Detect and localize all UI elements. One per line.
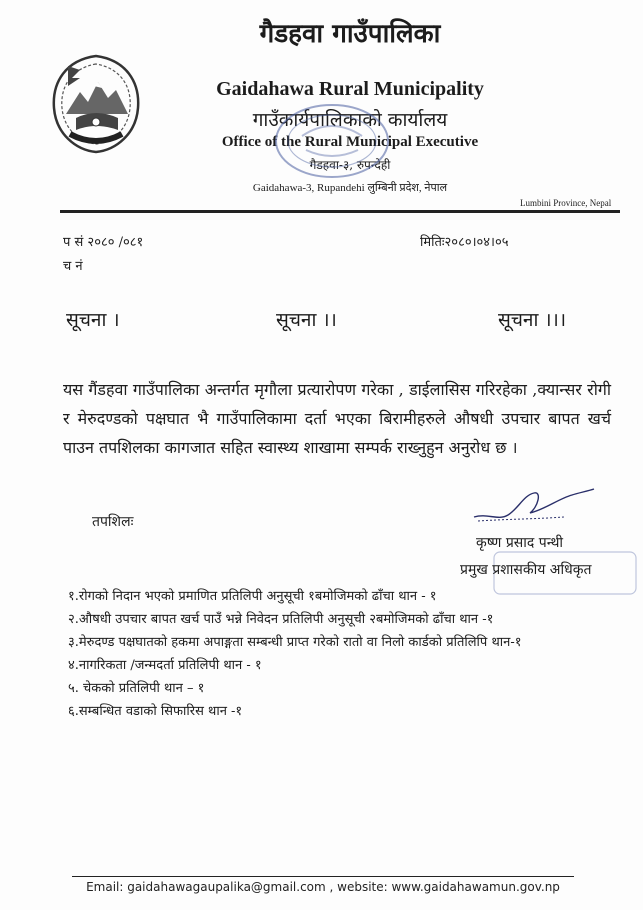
dispatch-number: च नं bbox=[63, 259, 83, 274]
municipality-title-np: गैडहवा गाउँपालिका bbox=[259, 19, 441, 49]
list-item: ४.नागरिकता /जन्मदर्ता प्रतिलिपी थान - १ bbox=[68, 658, 262, 673]
province-label: Lumbini Province, Nepal bbox=[520, 198, 612, 208]
notice-body: यस गैंडहवा गाउँपालिका अन्तर्गत मृगौला प्रत्यारोपण गरेका , डाईलासिस गरिरहेका ,क्यान्सर रोगी र मेरुदण्डको पक्षघात भै गाउँपालिकामा दर्ता भएका बिरामीहरुले औषधी उपचार बापत खर्च पाउन तपशिलका कागजात सहित स्वास्थ्य शाखामा सम्पर्क राख्नुहुन अनुरोध छ । bbox=[63, 380, 611, 457]
notice-heading-2: सूचना ।। bbox=[276, 309, 337, 331]
document-list bbox=[68, 585, 521, 723]
signature-icon bbox=[468, 487, 598, 527]
office-stamp-icon bbox=[262, 96, 402, 186]
letter-date: मितिः२०८०।०४।०५ bbox=[420, 235, 509, 250]
header-divider bbox=[60, 210, 620, 213]
list-item: ५. चेकको प्रतिलिपी थान – १ bbox=[68, 681, 205, 696]
list-item: २.औषधी उपचार बापत खर्च पाउँ भन्ने निवेदन प्रतिलिपी अनुसूची २बमोजिमको ढाँचा थान -१ bbox=[68, 612, 494, 627]
list-item: १.रोगको निदान भएको प्रमाणित प्रतिलिपी अनुसूची १बमोजिमको ढाँचा थान - १ bbox=[68, 589, 437, 604]
footer-contact: Email: gaidahawagaupalika@gmail.com , website: www.gaidahawamun.gov.np bbox=[86, 880, 560, 894]
office-title-en: Office of the Rural Municipal Executive bbox=[221, 134, 479, 150]
list-item: ६.सम्बन्धित वडाको सिफारिस थान -१ bbox=[68, 704, 243, 719]
list-item: ३.मेरुदण्ड पक्षघातको हकमा अपाङ्गता सम्बन्धी प्राप्त गरेको रातो वा निलो कार्डको प्रतिलिपि थान-१ bbox=[68, 635, 522, 650]
address-line: Gaidahawa-3, Rupandehi लुम्बिनी प्रदेश, नेपाल bbox=[252, 182, 448, 194]
signatory-name: कृष्ण प्रसाद पन्थी bbox=[476, 535, 564, 551]
notice-heading-1: सूचना । bbox=[66, 309, 120, 331]
footer-divider bbox=[72, 876, 574, 877]
place-np: गैडहवा-३, रुपन्देही bbox=[309, 158, 391, 172]
list-title: तपशिलः bbox=[92, 514, 134, 530]
municipality-title-en: Gaidahawa Rural Municipality bbox=[216, 78, 484, 100]
letter-number: प सं २०८० /०८१ bbox=[63, 235, 144, 250]
nepal-emblem-icon bbox=[46, 52, 146, 154]
notice-heading-3: सूचना ।।। bbox=[498, 309, 567, 331]
signatory-role: प्रमुख प्रशासकीय अधिकृत bbox=[460, 562, 592, 578]
office-title-np: गाउँकार्यपालिकाको कार्यालय bbox=[252, 109, 448, 131]
